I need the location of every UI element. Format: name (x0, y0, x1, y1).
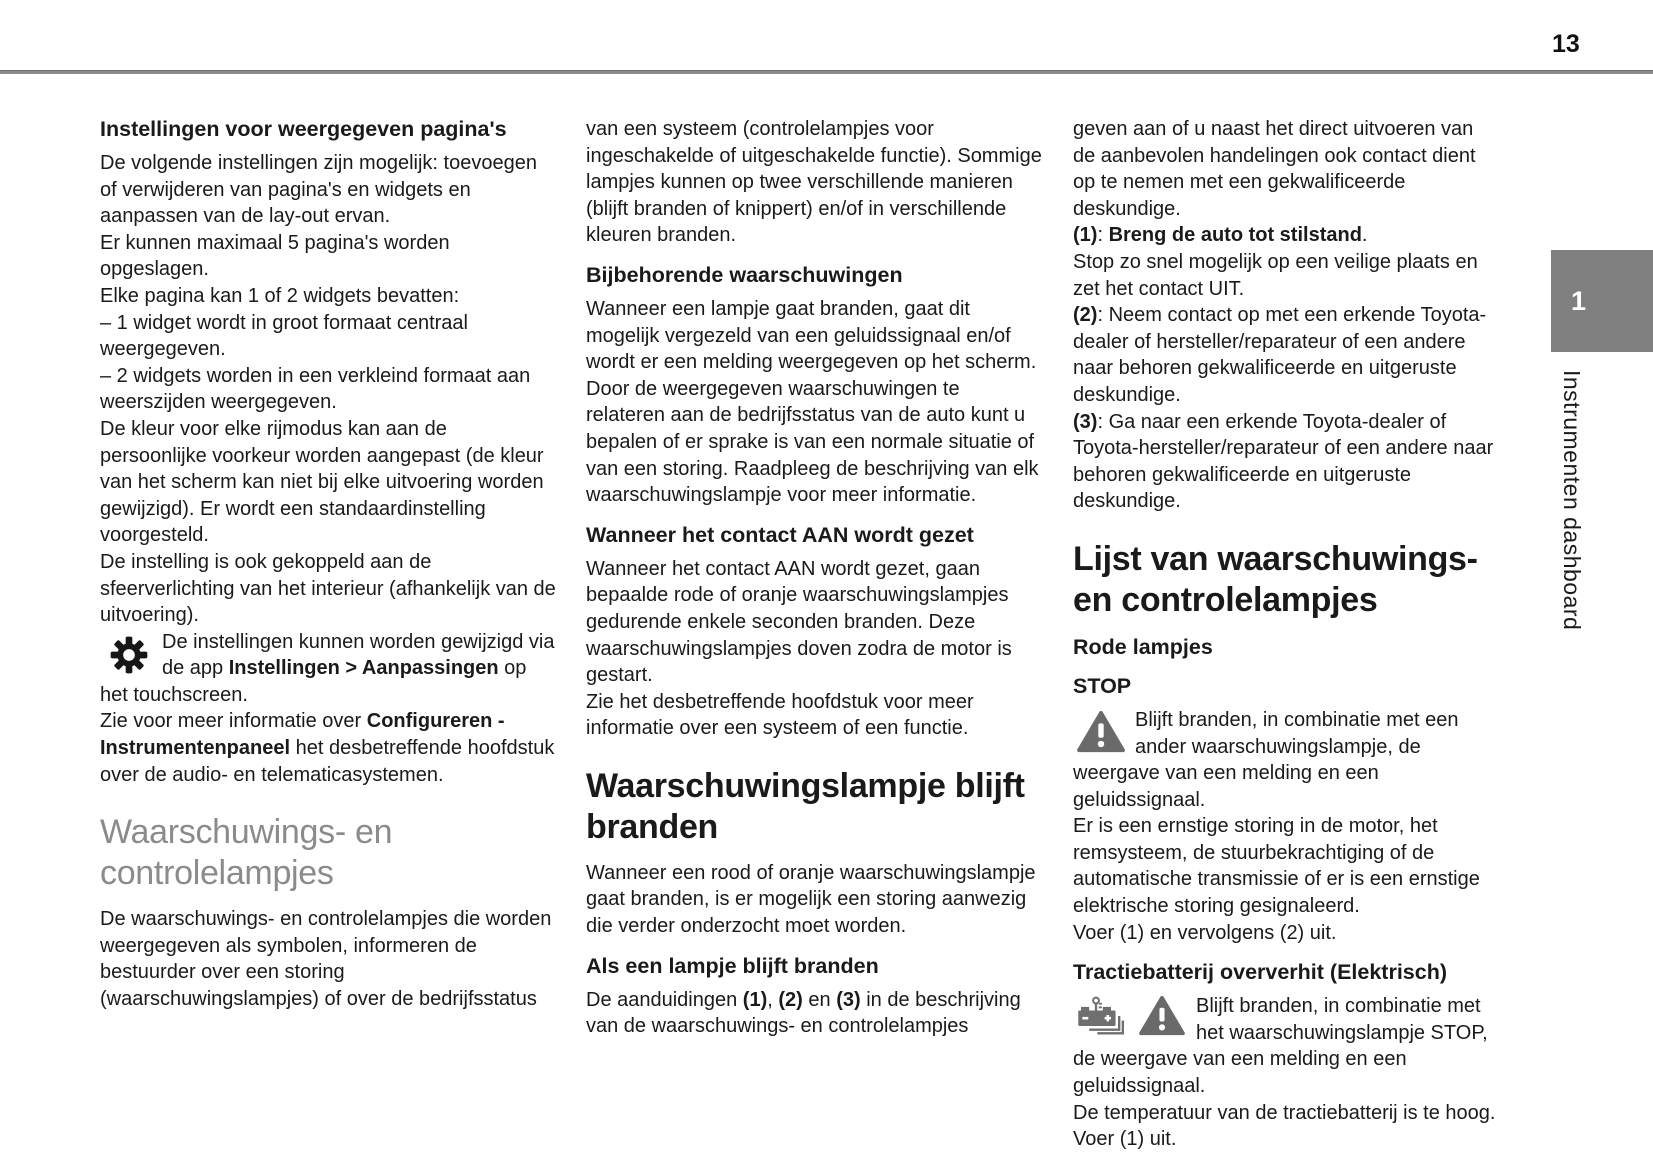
heading-associated-warnings: Bijbehorende waarschuwingen (586, 262, 903, 287)
paragraph: geven aan of u naast het direct uitvoeren van de aanbevolen handelingen ook contact dient op te nemen met een gekwalificeerde deskundige. (1073, 118, 1476, 220)
heading-stop: STOP (1073, 673, 1132, 698)
paragraph: De volgende instellingen zijn mogelijk: toevoegen of verwijderen van pagina's en widgets en aanpassen van de lay-out ervan. (100, 152, 537, 228)
text-run: , (767, 988, 779, 1011)
gear-icon (109, 633, 149, 677)
heading-if-light-stays-on: Als een lampje blijft branden (586, 953, 879, 978)
paragraph: De waarschuwings- en controlelampjes die worden weergegeven als symbolen, informeren de bestuurder over een storing (waarschuwingslampjes) of over de bedrijfsstatus (100, 908, 552, 1011)
chapter-side-label: Instrumenten dashboard (1559, 370, 1585, 631)
text-run: en (802, 988, 837, 1011)
paragraph: De instelling is ook gekoppeld aan de sfeerverlichting van het interieur (afhankelijk van de uitvoering). (100, 550, 556, 627)
column-2 (586, 116, 1042, 1040)
paragraph: Door de weergegeven waarschuwingen te relateren aan de bedrijfsstatus van de auto kunt u bepalen of er sprake is van een normale situatie of van een storing. Raadpleeg de beschrijving van elk waarschuwingslampje voor meer informatie. (586, 377, 1039, 507)
paragraph: Stop zo snel mogelijk op een veilige plaats en zet het contact UIT. (1073, 250, 1478, 300)
heading-red-lights: Rode lampjes (1073, 634, 1213, 659)
paragraph: Wanneer het contact AAN wordt gezet, gaan bepaalde rode of oranje waarschuwingslampjes gedurende enkele seconden branden. Deze waarschuwingslampjes doven zodra de motor is gestart. (586, 557, 1012, 687)
paragraph: Voer (1) uit. (1073, 1128, 1177, 1151)
paragraph (1073, 409, 1501, 515)
page-number: 13 (1552, 30, 1580, 58)
stop-warning-entry (1073, 707, 1501, 813)
paragraph (586, 987, 1042, 1040)
paragraph: Er kunnen maximaal 5 pagina's worden opgeslagen. (100, 231, 450, 281)
paragraph: van een systeem (controlelampjes voor ingeschakelde of uitgeschakelde functie). Sommige lampjes kunnen op twee verschillende manieren (blijft branden of knippert) en/of in verschillende kleuren branden. (586, 118, 1042, 247)
list-item: – 1 widget wordt in groot formaat centraal weergegeven. (100, 311, 468, 361)
traction-battery-entry (1073, 993, 1501, 1099)
text-run-bold: (3) (1073, 410, 1098, 433)
paragraph: Er is een ernstige storing in de motor, het remsysteem, de stuurbekrachtiging of de automatische transmissie of er is een ernstige elektrische storing gesignaleerd. (1073, 815, 1480, 918)
heading-ignition-on: Wanneer het contact AAN wordt gezet (586, 522, 974, 547)
paragraph (1073, 222, 1501, 249)
paragraph: Wanneer een rood of oranje waarschuwingslampje gaat branden, is er mogelijk een storing aanwezig die verder onderzocht moet worden. (586, 861, 1036, 938)
text-run: : Neem contact op met een erkende Toyota-dealer of hersteller/reparateur of een andere naar behoren gekwalificeerde en uitgeruste deskundige. (1073, 304, 1487, 406)
paragraph: Voer (1) en vervolgens (2) uit. (1073, 921, 1337, 944)
chapter-tab-number: 1 (1571, 285, 1587, 316)
text-run: in de beschrijving van de waarschuwings- en controlelampjes (586, 988, 1021, 1038)
section-heading-light-stays-on: Waarschuwingslampje blijft branden (586, 766, 1025, 846)
text-run-bold: Configureren - Instrumentenpaneel (100, 710, 505, 760)
text-run: het desbetreffende hoofdstuk over de audio- en telematicasystemen. (100, 737, 555, 786)
section-heading-warning-light-list: Lijst van waarschuwings- en controlelampjes (1073, 539, 1478, 619)
text-run: De instellingen kunnen worden gewijzigd via de app (162, 630, 555, 680)
section-heading-warning-lights: Waarschuwings- en controlelampjes (100, 813, 393, 893)
warning-triangle-icon (1138, 995, 1186, 1037)
text-run: : (1097, 224, 1109, 247)
text-run-bold: (1) (1073, 224, 1098, 247)
text-run-bold: (2) (1073, 304, 1098, 327)
heading-traction-battery-overheat: Tractiebatterij oververhit (Elektrisch) (1073, 960, 1448, 985)
text-run-bold: (3) (836, 988, 861, 1011)
icon-group (1076, 995, 1186, 1041)
paragraph: Elke pagina kan 1 of 2 widgets bevatten: (100, 284, 460, 307)
column-3 (1073, 116, 1501, 1153)
settings-note (100, 629, 556, 709)
paragraph (100, 708, 556, 788)
text-run-bold: (1) (742, 988, 768, 1011)
traction-battery-overheat-icon (1076, 996, 1126, 1036)
paragraph (1073, 302, 1501, 408)
paragraph: De kleur voor elke rijmodus kan aan de persoonlijke voorkeur worden aangepast (de kleur van het scherm kan niet bij elke uitvoering worden gewijzigd). Er wordt een standaardinstelling voorgesteld. (100, 417, 544, 547)
paragraph: De temperatuur van de tractiebatterij is te hoog. (1073, 1101, 1496, 1124)
chapter-tab (1551, 250, 1653, 352)
text-run: . (1361, 224, 1368, 247)
text-run-bold: Breng de auto tot stilstand (1108, 224, 1362, 247)
header-rule (0, 70, 1653, 74)
heading-display-page-settings: Instellingen voor weergegeven pagina's (100, 117, 507, 141)
text-run: : Ga naar een erkende Toyota-dealer of Toyota-hersteller/reparateur of een andere naar behoren gekwalificeerde en uitgeruste deskundige. (1073, 410, 1494, 513)
paragraph: Zie het desbetreffende hoofdstuk voor meer informatie over een systeem of een functie. (586, 690, 974, 740)
text-run: Blijft branden, in combinatie met een ander waarschuwingslampje, de weergave van een melding en een geluidssignaal. (1073, 708, 1459, 811)
column-1 (100, 116, 556, 1013)
text-run: Zie voor meer informatie over (100, 710, 367, 733)
text-run-bold: Instellingen > Aanpassingen (228, 657, 499, 680)
warning-triangle-icon (1076, 710, 1126, 754)
text-run-bold: (2) (778, 988, 803, 1011)
text-run: De aanduidingen (586, 988, 743, 1011)
text-run: op het touchscreen. (100, 657, 527, 706)
text-run: Blijft branden, in combinatie met het waarschuwingslampje STOP, de weergave van een melding en een geluidssignaal. (1073, 995, 1488, 1098)
paragraph: Wanneer een lampje gaat branden, gaat dit mogelijk vergezeld van een geluidssignaal en/of wordt er een melding weergegeven op het scherm. (586, 297, 1037, 374)
list-item: – 2 widgets worden in een verkleind formaat aan weerszijden weergegeven. (100, 364, 531, 414)
